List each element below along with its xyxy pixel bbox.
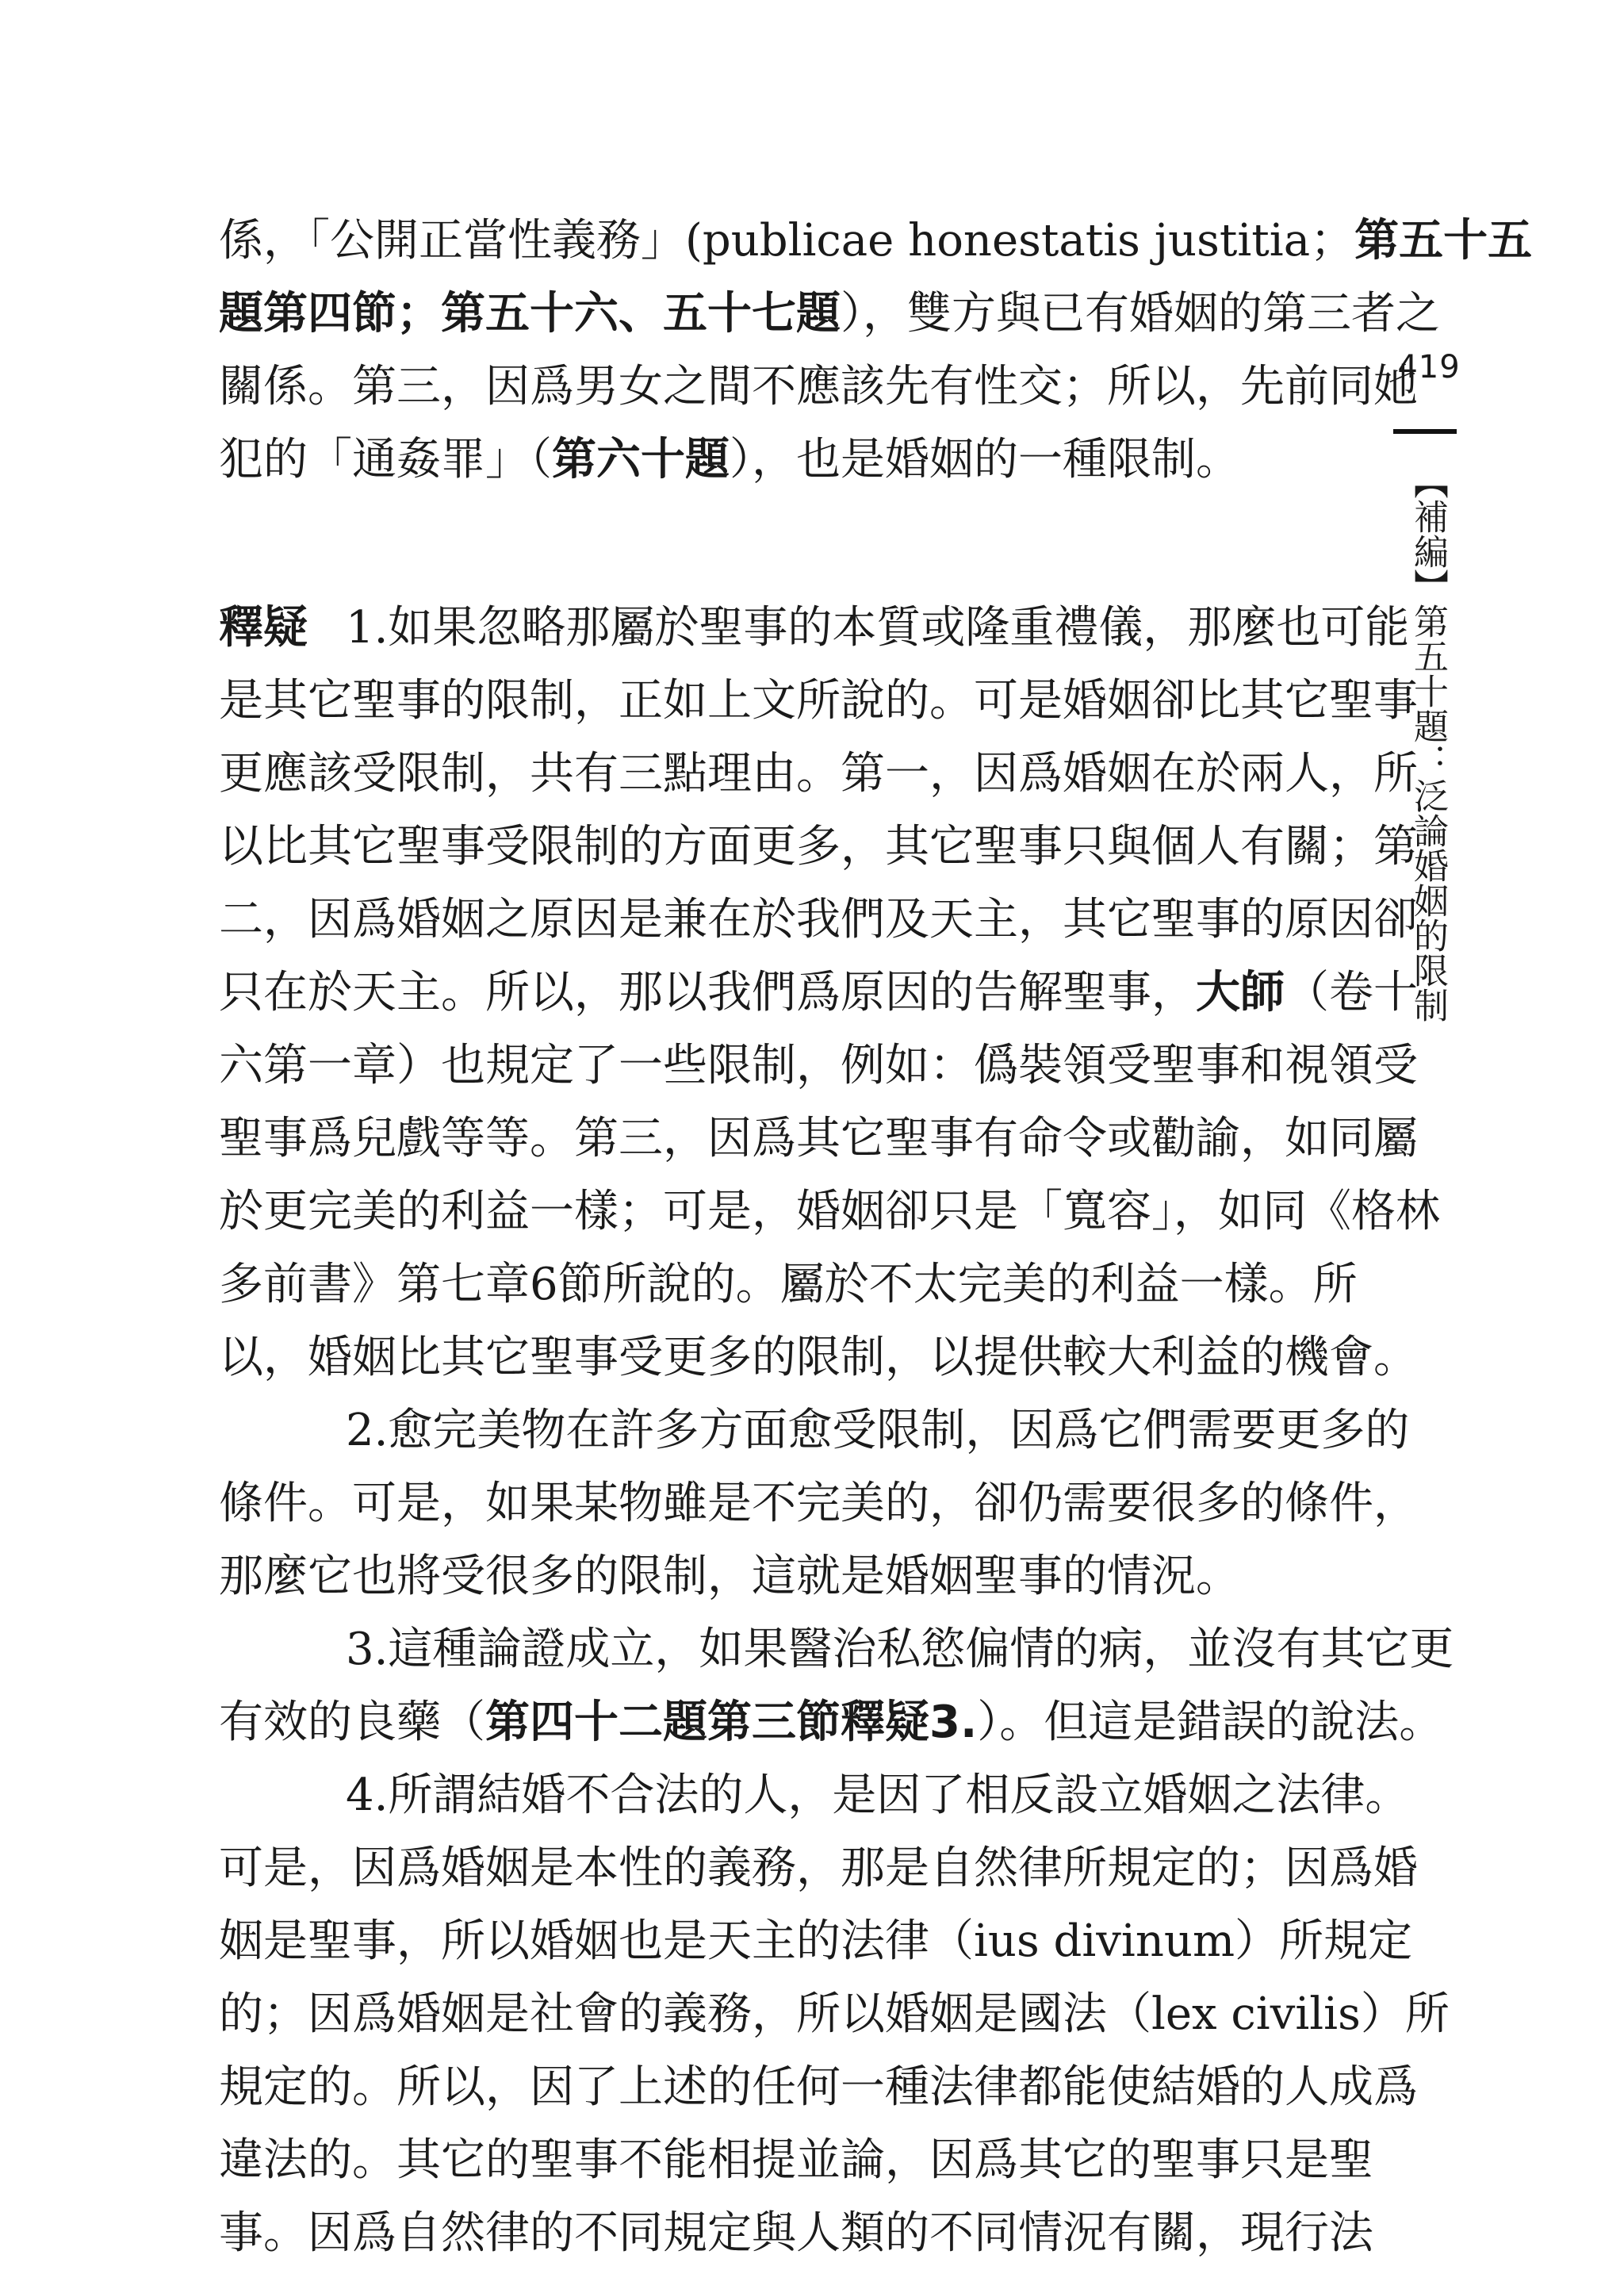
text-line: 事。因爲自然律的不同規定與人類的不同情況有關，現行法 (219, 2207, 1373, 2259)
text-line: 3.這種論證成立，如果醫治私慾偏情的病，並沒有其它更 (346, 1624, 1454, 1675)
text-line: 二，因爲婚姻之原因是兼在於我們及天主，其它聖事的原因卻 (219, 894, 1418, 945)
text-line: 可是，因爲婚姻是本性的義務，那是自然律所規定的；因爲婚 (219, 1842, 1418, 1894)
text-line: 題第四節；第五十六、五十七題），雙方與已有婚姻的第三者之 (219, 288, 1440, 339)
text-line: 只在於天主。所以，那以我們爲原因的告解聖事，大師（卷十 (219, 967, 1418, 1018)
text-line: 的；因爲婚姻是社會的義務，所以婚姻是國法（lex civilis）所 (219, 1988, 1450, 2040)
text-line: 那麼它也將受很多的限制，這就是婚姻聖事的情況。 (219, 1551, 1240, 1602)
text-line: 於更完美的利益一樣；可是，婚姻卻只是「寬容」，如同《格林 (219, 1186, 1440, 1237)
text-line: 是其它聖事的限制，正如上文所說的。可是婚姻卻比其它聖事 (219, 675, 1418, 727)
text-line: 有效的良藥（第四十二題第三節釋疑3.）。但這是錯誤的說法。 (219, 1697, 1444, 1748)
running-head: 【補編】第五十題：泛論婚姻的限制 (1408, 464, 1448, 1022)
text-line: 條件。可是，如果某物雖是不完美的，卻仍需要很多的條件， (219, 1478, 1418, 1529)
text-line: 姻是聖事，所以婚姻也是天主的法律（ius divinum）所規定 (219, 1915, 1413, 1967)
text-line: 六第一章）也規定了一些限制，例如：僞裝領受聖事和視領受 (219, 1040, 1418, 1091)
page-number: 419 (1397, 349, 1461, 385)
header-rule (1393, 429, 1457, 434)
text-line: 犯的「通姦罪」（第六十題），也是婚姻的一種限制。 (219, 434, 1240, 485)
text-line: 更應該受限制，共有三點理由。第一，因爲婚姻在於兩人，所 (219, 748, 1418, 799)
section-label: 釋疑 (219, 602, 308, 654)
text-line: 聖事爲兒戲等等。第三，因爲其它聖事有命令或勸諭，如同屬 (219, 1113, 1418, 1164)
text-line: 規定的。所以，因了上述的任何一種法律都能使結婚的人成爲 (219, 2061, 1418, 2113)
text-line: 以比其它聖事受限制的方面更多，其它聖事只與個人有關；第 (219, 821, 1418, 872)
text-line: 多前書》第七章6節所說的。屬於不太完美的利益一樣。所 (219, 1259, 1358, 1310)
text-line: 4.所謂結婚不合法的人，是因了相反設立婚姻之法律。 (346, 1770, 1410, 1821)
text-line: 以，婚姻比其它聖事受更多的限制，以提供較大利益的機會。 (219, 1332, 1418, 1383)
text-line: 違法的。其它的聖事不能相提並論，因爲其它的聖事只是聖 (219, 2134, 1373, 2186)
text-line: 係，「公開正當性義務」(publicae honestatis justitia；第五十五 (219, 215, 1533, 266)
text-line: 釋疑 1.如果忽略那屬於聖事的本質或隆重禮儀，那麼也可能 (219, 602, 1410, 654)
text-line: 2.愈完美物在許多方面愈受限制，因爲它們需要更多的 (346, 1405, 1410, 1456)
text-line: 關係。第三，因爲男女之間不應該先有性交；所以，先前同她 (219, 361, 1418, 412)
